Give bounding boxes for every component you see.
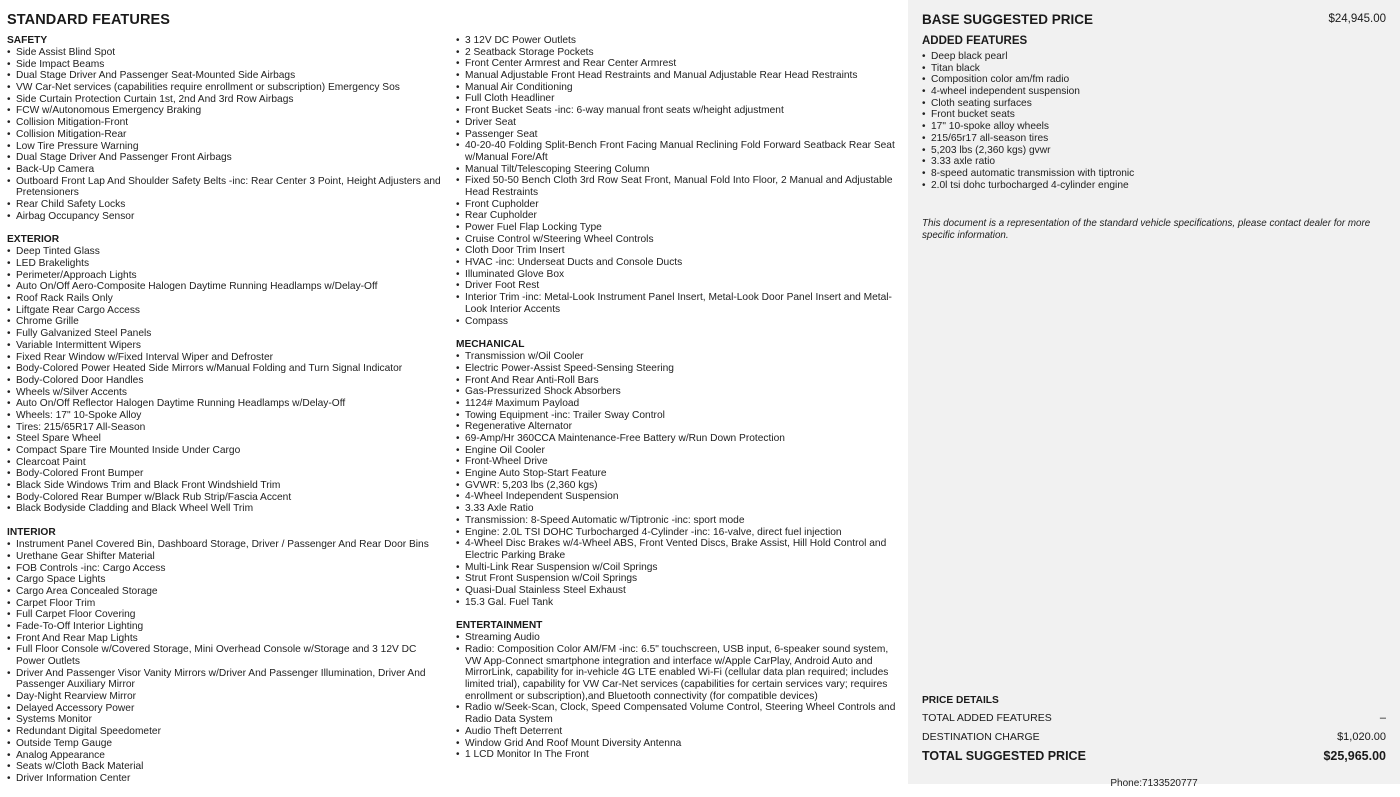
price-details-title: PRICE DETAILS <box>922 695 999 706</box>
feature-item: • 40-20-40 Folding Split-Bench Front Facing Manual Reclining Fold Forward Seatback Rear Seat w/Manual Fore/Aft <box>456 140 896 163</box>
added-feature-item: • 215/65r17 all-season tires <box>922 133 1382 145</box>
feature-item: • Wheels: 17" 10-Spoke Alloy <box>7 410 447 422</box>
added-features-title: ADDED FEATURES <box>922 35 1028 47</box>
feature-item: • Black Bodyside Cladding and Black Wheel Well Trim <box>7 503 447 515</box>
base-price-label: BASE SUGGESTED PRICE <box>922 12 1094 27</box>
added-feature-item: • 8-speed automatic transmission with tiptronic <box>922 168 1382 180</box>
section-mechanical <box>456 339 896 608</box>
feature-item: • Day-Night Rearview Mirror <box>7 691 447 703</box>
price-row-value: $1,020.00 <box>1337 731 1386 743</box>
feature-item: • Fully Galvanized Steel Panels <box>7 328 447 340</box>
feature-item: • Manual Tilt/Telescoping Steering Column <box>456 164 896 176</box>
feature-item: • Strut Front Suspension w/Coil Springs <box>456 573 896 585</box>
feature-item: • Driver Seat <box>456 117 896 129</box>
feature-item: • HVAC -inc: Underseat Ducts and Console Ducts <box>456 257 896 269</box>
section-title: INTERIOR <box>7 527 56 539</box>
disclaimer-text: This document is a representation of the standard vehicle specifications, please contact dealer for more specific information. <box>922 218 1371 241</box>
feature-item: • Body-Colored Front Bumper <box>7 468 447 480</box>
feature-item: • Interior Trim -inc: Metal-Look Instrument Panel Insert, Metal-Look Door Panel Insert and Metal-Look Interior Accents <box>456 292 896 315</box>
feature-item: • Front Bucket Seats -inc: 6-way manual front seats w/height adjustment <box>456 105 896 117</box>
feature-item: • Variable Intermittent Wipers <box>7 340 447 352</box>
feature-item: • Wheels w/Silver Accents <box>7 387 447 399</box>
feature-item: • Full Cloth Headliner <box>456 93 896 105</box>
feature-item: • Fixed Rear Window w/Fixed Interval Wiper and Defroster <box>7 352 447 364</box>
added-feature-item: • 17" 10-spoke alloy wheels <box>922 121 1382 133</box>
feature-item: • Collision Mitigation-Front <box>7 117 447 129</box>
feature-item: • Side Assist Blind Spot <box>7 47 447 59</box>
feature-item: • Tires: 215/65R17 All-Season <box>7 422 447 434</box>
feature-item: • Liftgate Rear Cargo Access <box>7 305 447 317</box>
feature-item: • Cargo Area Concealed Storage <box>7 586 447 598</box>
feature-item: • Full Floor Console w/Covered Storage, Mini Overhead Console w/Storage and 3 12V DC Power Outlets <box>7 644 447 667</box>
total-price-label: TOTAL SUGGESTED PRICE <box>922 749 1086 763</box>
section-exterior <box>7 234 447 515</box>
added-feature-item: • 4-wheel independent suspension <box>922 86 1382 98</box>
dealer-phone: Phone:7133520777 <box>1110 778 1198 789</box>
section-safety <box>7 35 447 222</box>
added-feature-item: • 2.0l tsi dohc turbocharged 4-cylinder engine <box>922 180 1382 192</box>
section-title: MECHANICAL <box>456 339 525 351</box>
feature-item: • Systems Monitor <box>7 714 447 726</box>
feature-item: • Steel Spare Wheel <box>7 433 447 445</box>
feature-item: • Audio Theft Deterrent <box>456 726 896 738</box>
feature-item: • Cruise Control w/Steering Wheel Controls <box>456 234 896 246</box>
feature-item: • 1 LCD Monitor In The Front <box>456 749 896 761</box>
standard-features-title: STANDARD FEATURES <box>7 12 171 28</box>
feature-item: • Perimeter/Approach Lights <box>7 270 447 282</box>
feature-item: • Delayed Accessory Power <box>7 703 447 715</box>
feature-item: • Window Grid And Roof Mount Diversity Antenna <box>456 738 896 750</box>
feature-item: • Driver Foot Rest <box>456 280 896 292</box>
feature-item: • Engine Oil Cooler <box>456 445 896 457</box>
feature-item: • Cargo Space Lights <box>7 574 447 586</box>
features-column-left <box>7 35 447 797</box>
section-title: ENTERTAINMENT <box>456 620 543 632</box>
feature-list <box>7 539 447 784</box>
feature-item: • Front And Rear Map Lights <box>7 633 447 645</box>
feature-list <box>456 632 896 761</box>
feature-item: • Outboard Front Lap And Shoulder Safety Belts -inc: Rear Center 3 Point, Height Adjusters and Pretensioners <box>7 176 447 199</box>
feature-item: • 1124# Maximum Payload <box>456 398 896 410</box>
price-row-label: DESTINATION CHARGE <box>922 731 1040 743</box>
feature-item: • Radio w/Seek-Scan, Clock, Speed Compensated Volume Control, Steering Wheel Controls and Radio Data System <box>456 702 896 725</box>
added-feature-item: • Front bucket seats <box>922 109 1382 121</box>
feature-item: • Rear Cupholder <box>456 210 896 222</box>
feature-item: • Front And Rear Anti-Roll Bars <box>456 375 896 387</box>
feature-item: • Passenger Seat <box>456 129 896 141</box>
feature-item: • Fixed 50-50 Bench Cloth 3rd Row Seat Front, Manual Fold Into Floor, 2 Manual and Adjustable Head Restraints <box>456 175 896 198</box>
feature-item: • Towing Equipment -inc: Trailer Sway Control <box>456 410 896 422</box>
feature-item: • Low Tire Pressure Warning <box>7 141 447 153</box>
price-row-label: TOTAL ADDED FEATURES <box>922 712 1052 724</box>
feature-item: • Compass <box>456 316 896 328</box>
base-price-row <box>922 12 1386 30</box>
feature-item: • Front Center Armrest and Rear Center Armrest <box>456 58 896 70</box>
feature-list <box>7 47 447 222</box>
features-column-right <box>456 35 896 773</box>
price-row-destination <box>922 726 1386 745</box>
section-entertainment <box>456 620 896 761</box>
feature-item: • Body-Colored Rear Bumper w/Black Rub Strip/Fascia Accent <box>7 492 447 504</box>
feature-item: • Radio: Composition Color AM/FM -inc: 6.5" touchscreen, USB input, 6-speaker sound system, VW App-Connect smartphone integration and interface w/Apple CarPlay, Android Auto and MirrorLink, capability for in-vehicle 4G LTE enabled Wi-Fi (cellular data plan required; includes limited trial), capability for VW Car-Net services (capabilities for certain services vary; requires enrollment or subscription),and Bluetooth connectivity (for compatible devices) <box>456 644 896 702</box>
feature-item: • 2 Seatback Storage Pockets <box>456 47 896 59</box>
section-continued <box>456 35 896 327</box>
feature-item: • Chrome Grille <box>7 316 447 328</box>
feature-item: • Multi-Link Rear Suspension w/Coil Springs <box>456 562 896 574</box>
feature-item: • VW Car-Net services (capabilities require enrollment or subscription) Emergency Sos <box>7 82 447 94</box>
feature-item: • Driver And Passenger Visor Vanity Mirrors w/Driver And Passenger Illumination, Driver And Passenger Auxiliary Mirror <box>7 668 447 691</box>
feature-item: • Engine Auto Stop-Start Feature <box>456 468 896 480</box>
base-price-value: $24,945.00 <box>1328 13 1386 25</box>
price-row-total <box>922 745 1386 764</box>
feature-item: • Auto On/Off Reflector Halogen Daytime Running Headlamps w/Delay-Off <box>7 398 447 410</box>
feature-item: • Front-Wheel Drive <box>456 456 896 468</box>
feature-item: • Streaming Audio <box>456 632 896 644</box>
price-row-added-features <box>922 707 1386 726</box>
price-row-value: – <box>1379 712 1386 724</box>
feature-item: • 3.33 Axle Ratio <box>456 503 896 515</box>
feature-list <box>456 35 896 327</box>
feature-item: • Dual Stage Driver And Passenger Front Airbags <box>7 152 447 164</box>
added-features-list <box>922 51 1382 191</box>
feature-item: • Full Carpet Floor Covering <box>7 609 447 621</box>
total-price-value: $25,965.00 <box>1323 749 1386 763</box>
feature-item: • Cloth Door Trim Insert <box>456 245 896 257</box>
feature-item: • Regenerative Alternator <box>456 421 896 433</box>
feature-item: • Carpet Floor Trim <box>7 598 447 610</box>
feature-item: • Compact Spare Tire Mounted Inside Under Cargo <box>7 445 447 457</box>
feature-item: • Side Impact Beams <box>7 59 447 71</box>
feature-item: • Seats w/Cloth Back Material <box>7 761 447 773</box>
feature-item: • 4-Wheel Independent Suspension <box>456 491 896 503</box>
added-feature-item: • Titan black <box>922 63 1382 75</box>
feature-item: • Manual Air Conditioning <box>456 82 896 94</box>
feature-item: • Transmission: 8-Speed Automatic w/Tiptronic -inc: sport mode <box>456 515 896 527</box>
feature-item: • Black Side Windows Trim and Black Front Windshield Trim <box>7 480 447 492</box>
feature-item: • FCW w/Autonomous Emergency Braking <box>7 105 447 117</box>
feature-item: • Outside Temp Gauge <box>7 738 447 750</box>
feature-item: • Dual Stage Driver And Passenger Seat-Mounted Side Airbags <box>7 70 447 82</box>
feature-item: • Back-Up Camera <box>7 164 447 176</box>
feature-item: • Urethane Gear Shifter Material <box>7 551 447 563</box>
feature-item: • Driver Information Center <box>7 773 447 785</box>
feature-list <box>456 351 896 608</box>
feature-item: • Manual Adjustable Front Head Restraints and Manual Adjustable Rear Head Restraints <box>456 70 896 82</box>
feature-item: • 15.3 Gal. Fuel Tank <box>456 597 896 609</box>
price-details <box>922 695 1386 764</box>
feature-item: • Body-Colored Power Heated Side Mirrors w/Manual Folding and Turn Signal Indicator <box>7 363 447 375</box>
added-feature-item: • 5,203 lbs (2,360 kgs) gvwr <box>922 145 1382 157</box>
pricing-panel <box>908 0 1400 789</box>
feature-item: • GVWR: 5,203 lbs (2,360 kgs) <box>456 480 896 492</box>
section-title: EXTERIOR <box>7 234 60 246</box>
feature-item: • Illuminated Glove Box <box>456 269 896 281</box>
feature-item: • Side Curtain Protection Curtain 1st, 2nd And 3rd Row Airbags <box>7 94 447 106</box>
feature-item: • Collision Mitigation-Rear <box>7 129 447 141</box>
feature-item: • Analog Appearance <box>7 750 447 762</box>
feature-item: • Clearcoat Paint <box>7 457 447 469</box>
feature-item: • Engine: 2.0L TSI DOHC Turbocharged 4-Cylinder -inc: 16-valve, direct fuel injection <box>456 527 896 539</box>
feature-list <box>7 246 447 515</box>
feature-item: • Body-Colored Door Handles <box>7 375 447 387</box>
feature-item: • FOB Controls -inc: Cargo Access <box>7 563 447 575</box>
feature-item: • Auto On/Off Aero-Composite Halogen Daytime Running Headlamps w/Delay-Off <box>7 281 447 293</box>
added-feature-item: • 3.33 axle ratio <box>922 156 1382 168</box>
feature-item: • Airbag Occupancy Sensor <box>7 211 447 223</box>
section-title: SAFETY <box>7 35 48 46</box>
added-feature-item: • Deep black pearl <box>922 51 1382 63</box>
feature-item: • 4-Wheel Disc Brakes w/4-Wheel ABS, Front Vented Discs, Brake Assist, Hill Hold Control and Electric Parking Brake <box>456 538 896 561</box>
feature-item: • Power Fuel Flap Locking Type <box>456 222 896 234</box>
feature-item: • LED Brakelights <box>7 258 447 270</box>
feature-item: • Redundant Digital Speedometer <box>7 726 447 738</box>
feature-item: • Gas-Pressurized Shock Absorbers <box>456 386 896 398</box>
added-feature-item: • Cloth seating surfaces <box>922 98 1382 110</box>
feature-item: • Transmission w/Oil Cooler <box>456 351 896 363</box>
feature-item: • Quasi-Dual Stainless Steel Exhaust <box>456 585 896 597</box>
feature-item: • Deep Tinted Glass <box>7 246 447 258</box>
feature-item: • Instrument Panel Covered Bin, Dashboard Storage, Driver / Passenger And Rear Door Bins <box>7 539 447 551</box>
section-interior <box>7 527 447 784</box>
feature-item: • Rear Child Safety Locks <box>7 199 447 211</box>
added-feature-item: • Composition color am/fm radio <box>922 74 1382 86</box>
feature-item: • 3 12V DC Power Outlets <box>456 35 896 47</box>
feature-item: • Electric Power-Assist Speed-Sensing Steering <box>456 363 896 375</box>
feature-item: • Fade-To-Off Interior Lighting <box>7 621 447 633</box>
feature-item: • Roof Rack Rails Only <box>7 293 447 305</box>
feature-item: • 69-Amp/Hr 360CCA Maintenance-Free Battery w/Run Down Protection <box>456 433 896 445</box>
feature-item: • Front Cupholder <box>456 199 896 211</box>
